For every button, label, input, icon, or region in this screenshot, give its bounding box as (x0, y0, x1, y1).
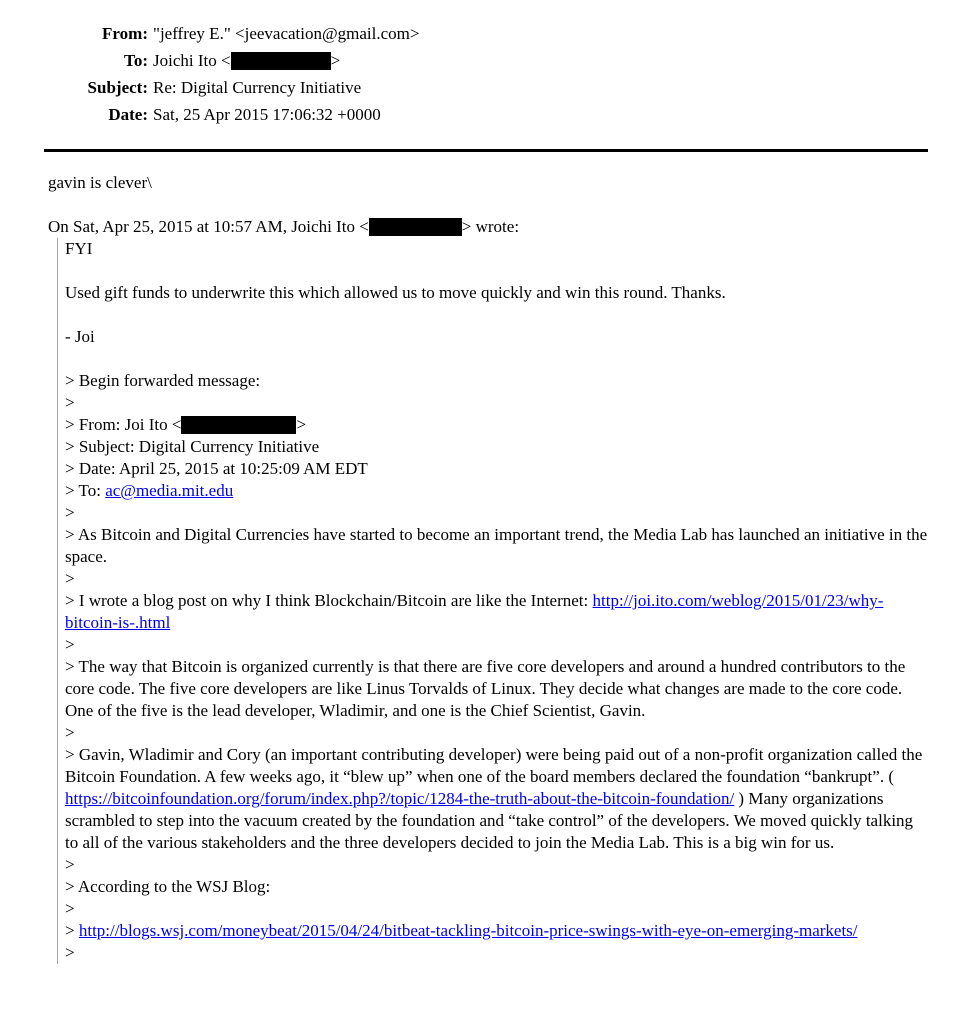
header-field-value: Sat, 25 Apr 2015 17:06:32 +0000 (153, 105, 381, 124)
quoted-text-line: > To: ac@media.mit.edu (65, 481, 234, 500)
header-field (48, 47, 928, 74)
hyperlink[interactable]: http://blogs.wsj.com/moneybeat/2015/04/24/bitbeat-tackling-bitcoin-price-swings-with-eye-on-emerging-markets/ (78, 921, 858, 940)
header-field (48, 74, 928, 101)
hyperlink[interactable]: http://joi.ito.com/weblog/2015/01/23/why-bitcoin-is-.html (65, 591, 884, 632)
quoted-text-line: > Subject: Digital Currency Initiative (65, 437, 320, 456)
body-text-line: On Sat, Apr 25, 2015 at 10:57 AM, Joichi Ito < > wrote: (48, 217, 520, 236)
hyperlink[interactable]: https://bitcoinfoundation.org/forum/index.php?/topic/1284-the-truth-about-the-bitcoin-foundation/ (65, 789, 735, 808)
quoted-text-line: > (65, 393, 75, 412)
header-field-value: Joichi Ito < > (153, 51, 341, 70)
redacted-text (181, 416, 296, 434)
quoted-text-line: > (65, 855, 75, 874)
quoted-text-line: FYI (65, 239, 93, 258)
quoted-text-line: > Date: April 25, 2015 at 10:25:09 AM EDT (65, 459, 368, 478)
quoted-text-line (65, 260, 928, 282)
quoted-text-line: - Joi (65, 327, 95, 346)
redacted-text (369, 218, 462, 236)
header-field-label: Subject: (87, 78, 148, 97)
quoted-text-line (65, 348, 928, 370)
quoted-text-line: > From: Joi Ito < > (65, 415, 307, 434)
quoted-text-line: > Gavin, Wladimir and Cory (an important contributing developer) were being paid out of a non-profit organization called the Bitcoin Foundation. A few weeks ago, it “blew up” when one of the board members declared the foundation “bankrupt”. ( https://bitcoinfoundation.org/forum/index.php?/topic/1284-the-truth-about-the-bitcoin-foundation/ ) Many organizations scrambled to step into the vacuum created by the foundation and “take control” of the developers. We moved quickly talking to all of the various stakeholders and the three developers decided to join the Media Lab. This is a big win for us. (65, 745, 927, 852)
quoted-text-line: > As Bitcoin and Digital Currencies have started to become an important trend, the Media Lab has launched an initiative in the space. (65, 525, 932, 566)
quoted-text-line (65, 304, 928, 326)
header-field-value: "jeffrey E." <jeevacation@gmail.com> (153, 24, 420, 43)
header-field-label: From: (102, 24, 148, 43)
header-field-label: To: (124, 51, 148, 70)
body-text-line (48, 194, 928, 216)
quoted-text-line: > http://blogs.wsj.com/moneybeat/2015/04/24/bitbeat-tackling-bitcoin-price-swings-with-eye-on-emerging-markets/ (65, 921, 858, 940)
quoted-reply (57, 238, 932, 964)
header-field-value: Re: Digital Currency Initiative (153, 78, 362, 97)
body-text-line: gavin is clever\ (48, 173, 152, 192)
quoted-text-line: > (65, 723, 75, 742)
quoted-text-line: > (65, 899, 75, 918)
quoted-text-line: > Begin forwarded message: (65, 371, 261, 390)
quoted-text-line: > I wrote a blog post on why I think Blockchain/Bitcoin are like the Internet: http://joi.ito.com/weblog/2015/01/23/why-bitcoin-is-.html (65, 591, 884, 632)
header-separator (44, 149, 928, 152)
quoted-text-line: Used gift funds to underwrite this which allowed us to move quickly and win this round. Thanks. (65, 283, 726, 302)
header-field (48, 101, 928, 128)
email-body-intro (48, 172, 928, 238)
quoted-text-line: > According to the WSJ Blog: (65, 877, 271, 896)
header-field-label: Date: (108, 105, 148, 124)
email-header (48, 20, 928, 128)
quoted-text-line: > The way that Bitcoin is organized currently is that there are five core developers and around a hundred contributors to the core code. The five core developers are like Linus Torvalds of Linux. They decide what changes are made to the core code. One of the five is the lead developer, Wladimir, and one is the Chief Scientist, Gavin. (65, 657, 910, 720)
header-field (48, 20, 928, 47)
quoted-text-line: > (65, 569, 75, 588)
redacted-text (231, 52, 331, 70)
hyperlink[interactable]: ac@media.mit.edu (105, 481, 234, 500)
quoted-text-line: > (65, 503, 75, 522)
quoted-text-line: > (65, 943, 75, 962)
quoted-text-line: > (65, 635, 75, 654)
